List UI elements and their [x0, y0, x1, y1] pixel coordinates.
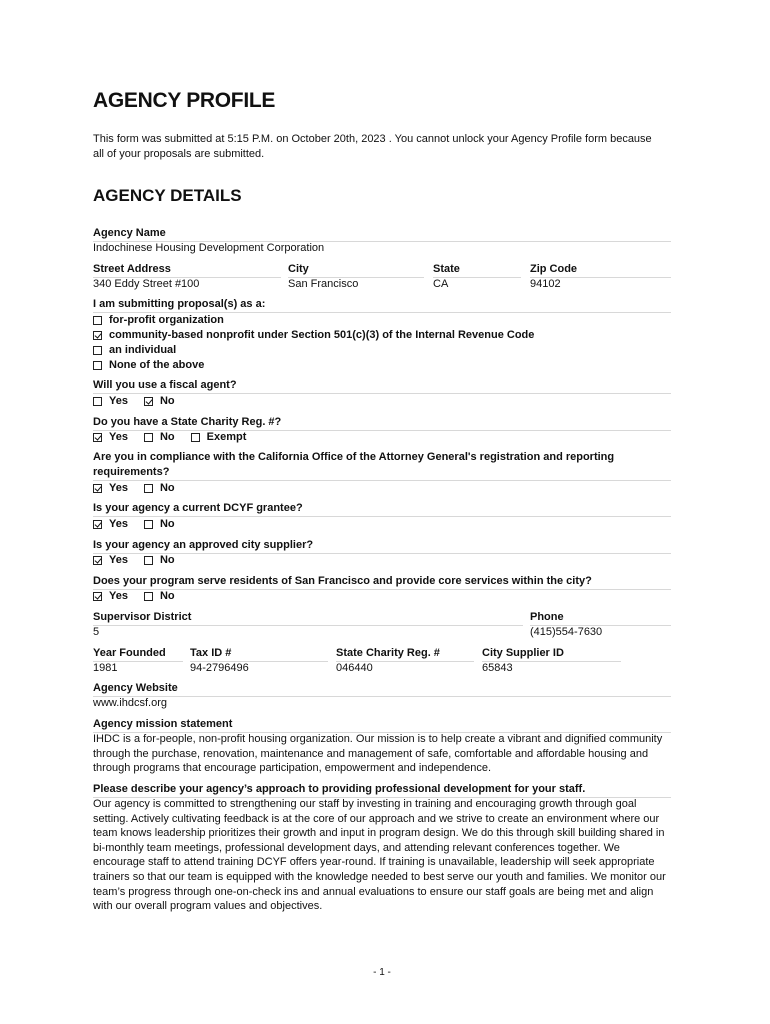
- charity-reg-yes[interactable]: Yes: [93, 430, 128, 445]
- checkbox-icon[interactable]: [93, 346, 102, 355]
- city-supplier-id-label: City Supplier ID: [482, 646, 621, 662]
- zip-code-label: Zip Code: [530, 262, 671, 278]
- supervisor-district-value: 5: [93, 626, 100, 638]
- dcyf-grantee-yes[interactable]: Yes: [93, 517, 128, 532]
- agency-website-value: www.ihdcsf.org: [93, 697, 167, 709]
- state-value: CA: [433, 278, 449, 290]
- section-title: AGENCY DETAILS: [93, 186, 242, 205]
- dcyf-grantee-label: Is your agency a current DCYF grantee?: [93, 501, 671, 517]
- submission-notice: This form was submitted at 5:15 P.M. on October 20th, 2023 . You cannot unlock your Agency Profile form because all of your proposals are submitted.: [93, 133, 652, 160]
- fiscal-agent-options: [93, 394, 175, 409]
- checkbox-icon[interactable]: [93, 316, 102, 325]
- mission-statement-value: IHDC is a for-people, non-profit housing organization. Our mission is to help create a vibrant and dignified community through the purchase, renovation, maintenance and management of safe, comfortable and affordable housing and through programs that encourage participation, empowerment and independence.: [93, 733, 663, 775]
- checkbox-icon[interactable]: [93, 361, 102, 370]
- charity-reg-exempt[interactable]: Exempt: [191, 430, 247, 445]
- charity-reg-no-label: State Charity Reg. #: [336, 646, 474, 662]
- option-none-of-above[interactable]: None of the above: [93, 358, 204, 373]
- page-number: - 1 -: [373, 967, 391, 978]
- checkbox-icon[interactable]: [144, 433, 153, 442]
- option-for-profit[interactable]: for-profit organization: [93, 313, 224, 328]
- checked-checkbox-icon[interactable]: [93, 484, 102, 493]
- professional-development-label: Please describe your agency’s approach to providing professional development for your staff.: [93, 782, 671, 798]
- compliance-no[interactable]: No: [144, 481, 175, 496]
- dcyf-grantee-no[interactable]: No: [144, 517, 175, 532]
- street-address-label: Street Address: [93, 262, 281, 278]
- street-address-value: 340 Eddy Street #100: [93, 278, 200, 290]
- fiscal-agent-yes[interactable]: Yes: [93, 394, 128, 409]
- phone-value: (415)554-7630: [530, 626, 603, 638]
- sf-residents-no[interactable]: No: [144, 589, 175, 604]
- year-founded-value: 1981: [93, 662, 118, 674]
- checked-checkbox-icon[interactable]: [93, 331, 102, 340]
- charity-reg-label: Do you have a State Charity Reg. #?: [93, 415, 671, 431]
- checkbox-icon[interactable]: [144, 520, 153, 529]
- checkbox-icon[interactable]: [144, 592, 153, 601]
- phone-label: Phone: [530, 610, 671, 626]
- checkbox-icon[interactable]: [93, 397, 102, 406]
- checkbox-icon[interactable]: [191, 433, 200, 442]
- proposal-type-label: I am submitting proposal(s) as a:: [93, 297, 671, 313]
- city-label: City: [288, 262, 424, 278]
- year-founded-label: Year Founded: [93, 646, 183, 662]
- tax-id-value: 94-2796496: [190, 662, 249, 674]
- city-supplier-label: Is your agency an approved city supplier?: [93, 538, 671, 554]
- page-title: AGENCY PROFILE: [93, 89, 276, 112]
- compliance-options: [93, 481, 175, 496]
- city-supplier-no[interactable]: No: [144, 553, 175, 568]
- charity-reg-no-value: 046440: [336, 662, 373, 674]
- supervisor-district-label: Supervisor District: [93, 610, 523, 626]
- agency-name-value: Indochinese Housing Development Corporation: [93, 242, 325, 254]
- zip-code-value: 94102: [530, 278, 561, 290]
- option-nonprofit[interactable]: community-based nonprofit under Section 501(c)(3) of the Internal Revenue Code: [93, 328, 534, 343]
- checked-checkbox-icon[interactable]: [93, 520, 102, 529]
- tax-id-label: Tax ID #: [190, 646, 328, 662]
- city-value: San Francisco: [288, 278, 359, 290]
- compliance-label: Are you in compliance with the California Office of the Attorney General's registration and reporting requirements?: [93, 450, 671, 481]
- agency-name-label: Agency Name: [93, 226, 671, 242]
- charity-reg-options: [93, 430, 246, 445]
- checkbox-icon[interactable]: [144, 484, 153, 493]
- fiscal-agent-label: Will you use a fiscal agent?: [93, 378, 671, 394]
- checked-checkbox-icon[interactable]: [144, 397, 153, 406]
- sf-residents-label: Does your program serve residents of San Francisco and provide core services within the city?: [93, 574, 671, 590]
- fiscal-agent-no[interactable]: No: [144, 394, 175, 409]
- checkbox-icon[interactable]: [144, 556, 153, 565]
- professional-development-value: Our agency is committed to strengthening our staff by investing in training and encouraging growth through goal setting. Actively cultivating feedback is at the core of our approach and we strive to create an environment where our team knows leadership prioritizes their growth and input in program design. We do this through skill building shared in bi-monthly team meetings, professional development days, and attending relevant conferences together. We encourage staff to attend training DCYF offers year-round. If training is unavailable, leadership will seek appropriate trainers so that our team is equipped with the knowledge needed to best serve our youth and families. We monitor our team’s progress through one-on-check ins and annual evaluations to ensure our staff goals are being met and align with our overall program values and objectives.: [93, 798, 666, 913]
- compliance-yes[interactable]: Yes: [93, 481, 128, 496]
- mission-statement-label: Agency mission statement: [93, 717, 671, 733]
- dcyf-grantee-options: [93, 517, 175, 532]
- city-supplier-options: [93, 553, 175, 568]
- city-supplier-yes[interactable]: Yes: [93, 553, 128, 568]
- sf-residents-yes[interactable]: Yes: [93, 589, 128, 604]
- agency-website-label: Agency Website: [93, 681, 671, 697]
- sf-residents-options: [93, 589, 175, 604]
- checked-checkbox-icon[interactable]: [93, 592, 102, 601]
- charity-reg-no[interactable]: No: [144, 430, 175, 445]
- option-individual[interactable]: an individual: [93, 343, 176, 358]
- checked-checkbox-icon[interactable]: [93, 433, 102, 442]
- checked-checkbox-icon[interactable]: [93, 556, 102, 565]
- city-supplier-id-value: 65843: [482, 662, 513, 674]
- state-label: State: [433, 262, 521, 278]
